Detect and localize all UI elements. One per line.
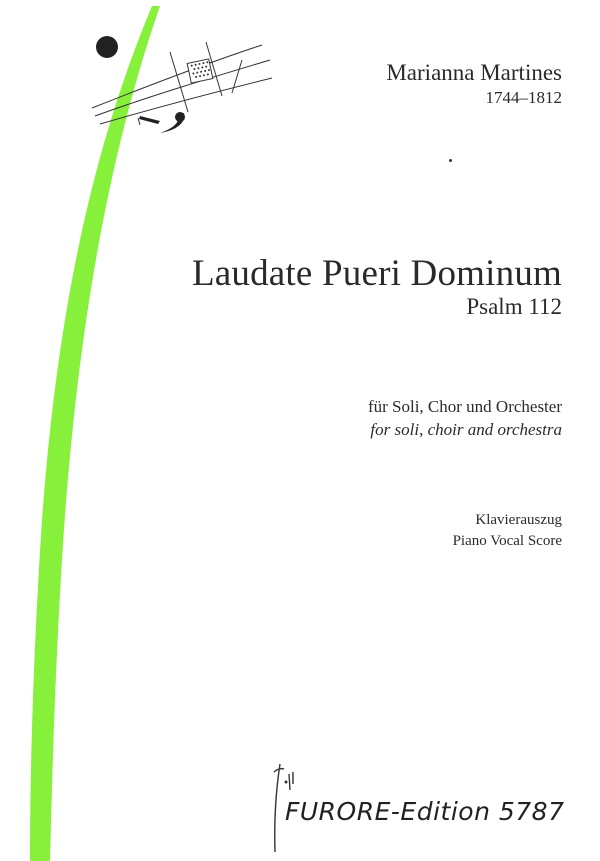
- publisher-imprint: FURORE-Edition 5787: [285, 797, 565, 826]
- composer-years: 1744–1812: [485, 88, 562, 107]
- scoring-english: for soli, choir and orchestra: [370, 420, 562, 439]
- work-subtitle: Psalm 112: [466, 294, 562, 319]
- scoring-german: für Soli, Chor und Orchester: [367, 397, 562, 416]
- rest-graphic: [139, 112, 185, 133]
- format-english: Piano Vocal Score: [452, 533, 562, 549]
- work-title: Laudate Pueri Dominum: [191, 253, 562, 294]
- decorative-dot: [449, 159, 452, 162]
- notehead-graphic: [96, 36, 118, 58]
- composer-name: Marianna Martines: [386, 60, 562, 85]
- green-sweep-graphic: [30, 6, 160, 861]
- format-german: Klavierauszug: [475, 512, 562, 528]
